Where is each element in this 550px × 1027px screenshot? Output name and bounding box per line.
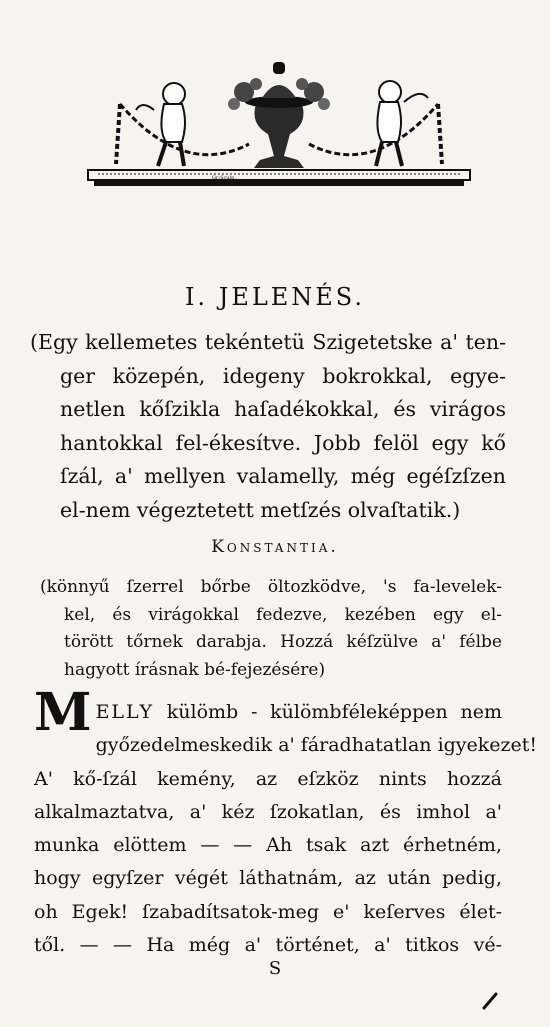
drop-cap: M	[34, 682, 92, 743]
stage-direction	[30, 326, 506, 527]
monologue-line: győzedelmeskedik a' fáradhatatlan igyekezet!	[95, 734, 538, 757]
monologue-line: A' kő-ſzál kemény, az eſzköz nints hozzá	[34, 767, 502, 790]
monologue	[34, 682, 538, 962]
monologue-line: től. — — Ha még a' történet, a' titkos vé-	[34, 934, 502, 957]
character-direction-line: hagyott írásnak bé-fejezésére)	[64, 659, 326, 680]
character-direction-line: (könnyű ſzerrel bőrbe öltozködve, 's fa-levelek-	[40, 577, 502, 597]
stage-direction-line: ger közepén, idegeny bokrokkal, egye-	[60, 363, 506, 388]
monologue-line: oh Egek! ſzabadítsatok-meg e' keſerves élet-	[34, 900, 502, 923]
character-name: Konstantia.	[211, 537, 339, 557]
monologue-line-text: külömb - külömbféleképpen nem	[154, 701, 502, 723]
character-direction	[40, 574, 502, 684]
character-direction-line: törött tőrnek darabja. Hozzá kéſzülve a' félbe	[64, 632, 502, 652]
character-direction-line: kel, és virágokkal fedezve, kezében egy el-	[64, 604, 502, 625]
monologue-line: alkalmaztatva, a' kéz ſzokatlan, és imhol a'	[34, 800, 502, 823]
engraver-mark: Gr:Sculp.	[212, 175, 236, 181]
stage-direction-line: (Egy kellemetes tekéntetü Szigetetske a' ten-	[30, 330, 506, 354]
ink-mark	[480, 990, 500, 1010]
signature-mark: S	[268, 958, 282, 979]
monologue-line	[34, 696, 502, 729]
monologue-line: munka elöttem — — Ah tsak azt érhetném,	[34, 834, 502, 857]
stage-direction-line: hantokkal fel-ékesítve. Jobb felöl egy kő	[60, 430, 506, 455]
first-word-rest: ELLY	[95, 701, 154, 723]
scene-heading: I. JELENÉS.	[184, 283, 366, 311]
ornamental-vignette	[84, 58, 474, 208]
stage-direction-line: ſzál, a' mellyen valamelly, még egéſzſzen	[60, 464, 506, 488]
monologue-line: hogy egyſzer végét láthatnám, az után pedig,	[34, 867, 502, 890]
stage-direction-line: el-nem végeztetett metſzés olvaſtatik.)	[60, 497, 461, 522]
stage-direction-line: netlen kőſzikla haſadékokkal, és virágos	[60, 397, 506, 421]
